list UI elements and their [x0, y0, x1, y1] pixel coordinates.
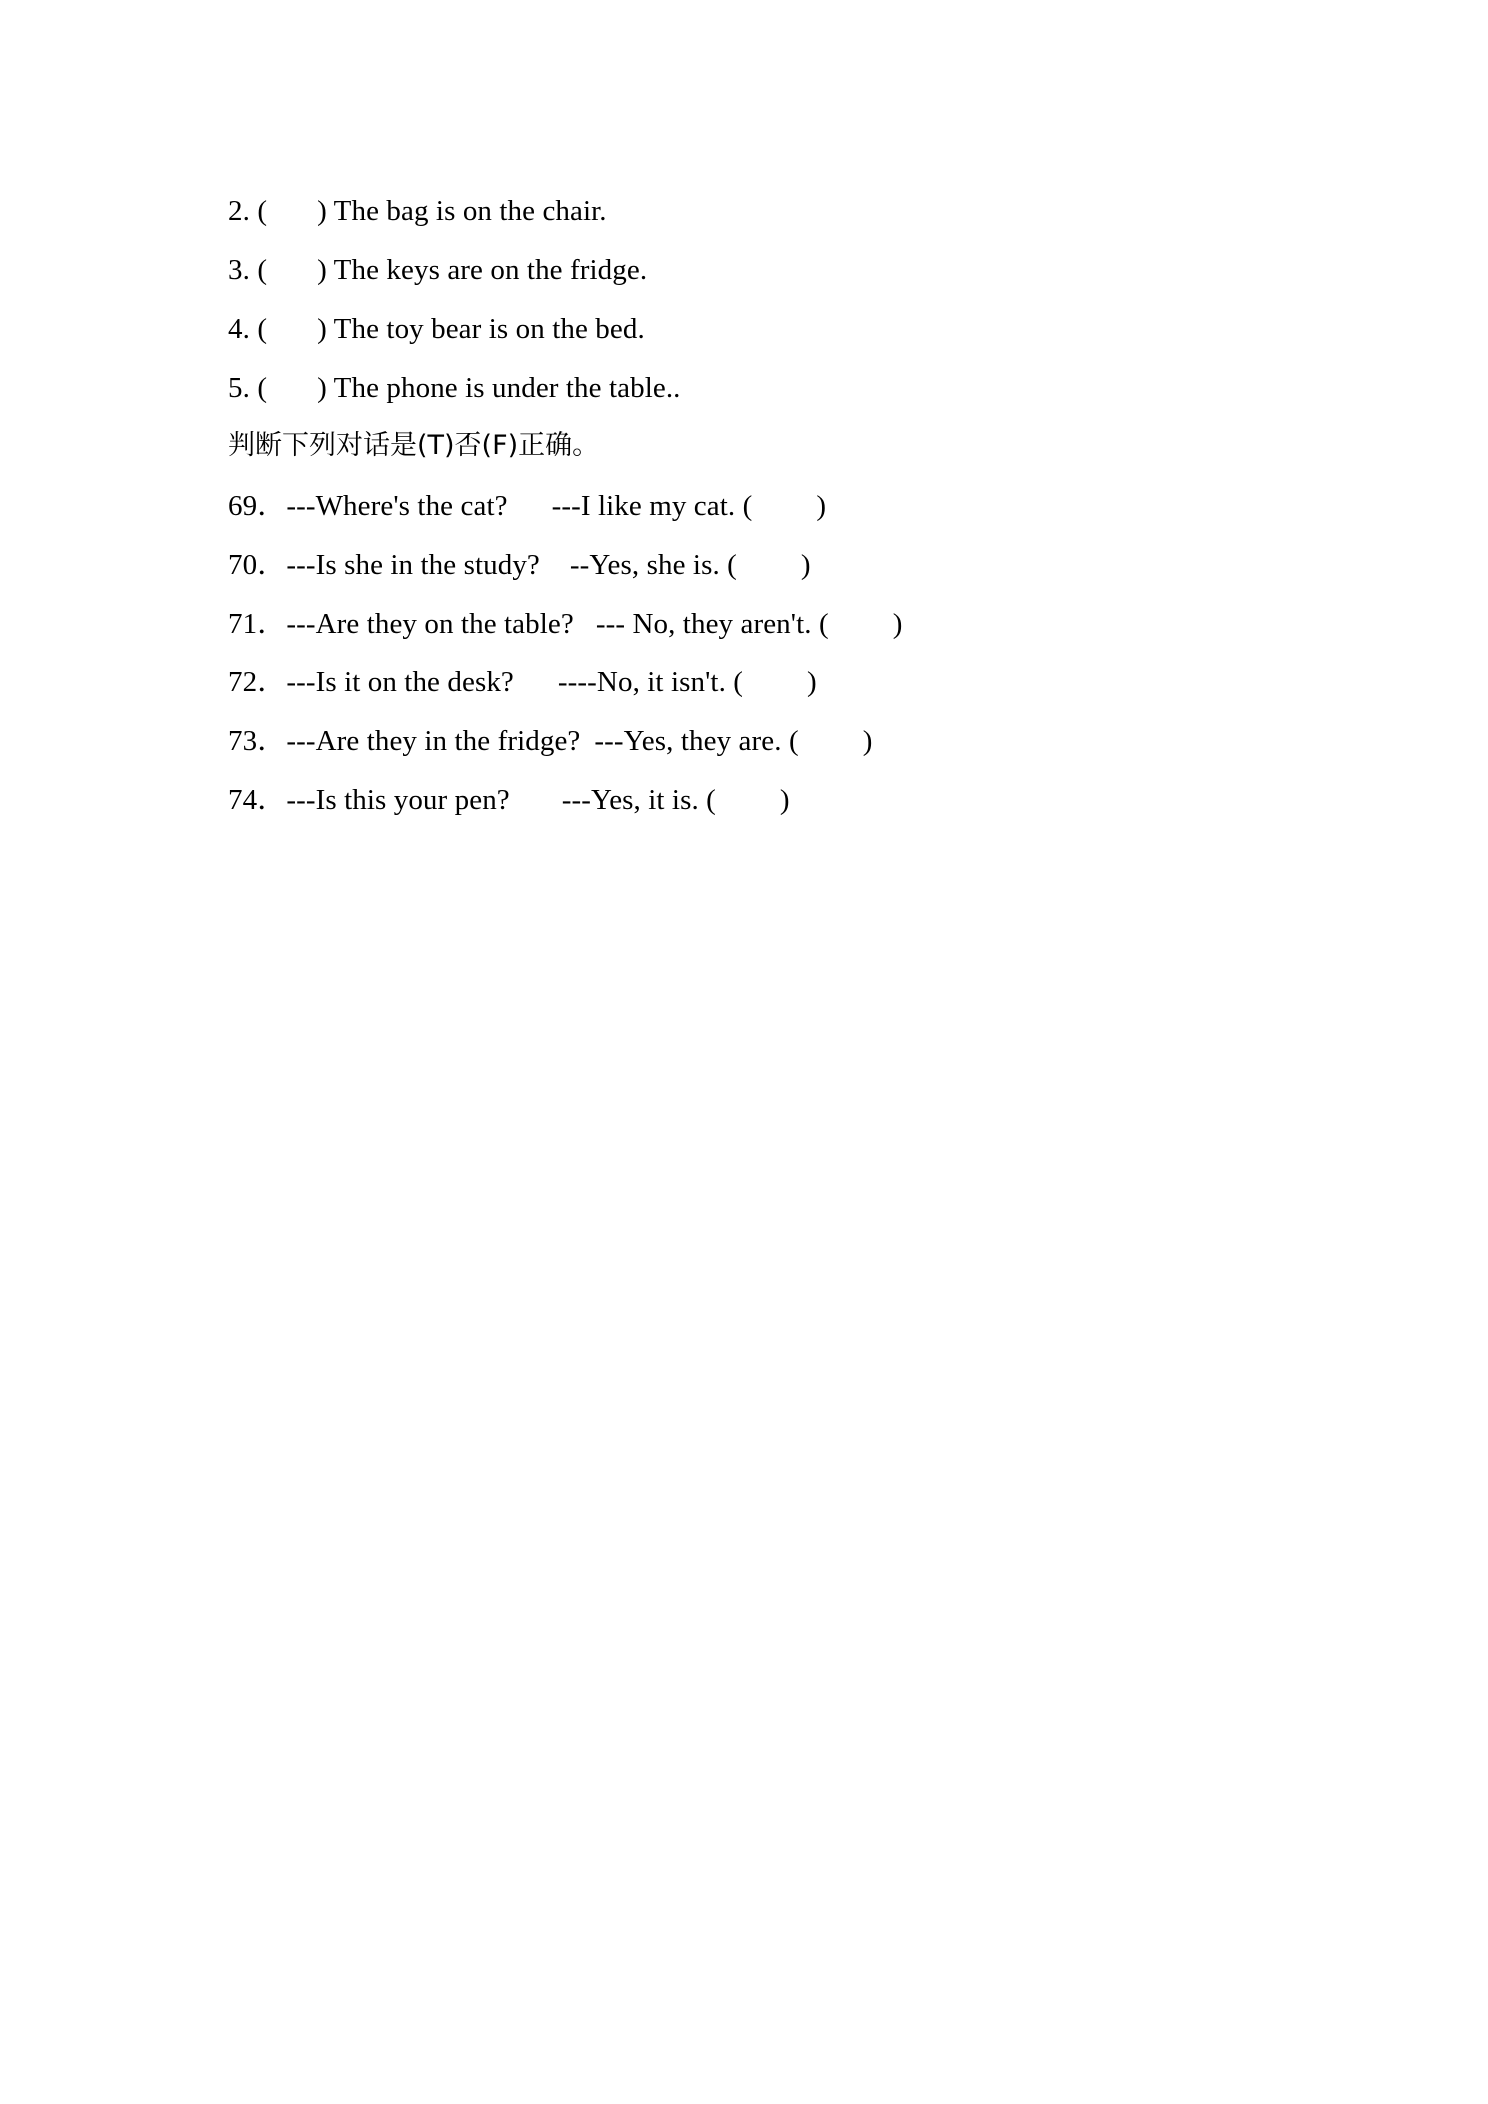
item-number: 3.	[228, 254, 250, 286]
answer-bracket-close: )	[317, 313, 327, 345]
dialogue-answer: ----No, it isn't. (	[557, 666, 744, 698]
dialogue-item-69	[228, 489, 826, 523]
item-number: 71．	[228, 608, 287, 640]
item-number: 74．	[228, 784, 287, 816]
dialogue-item-72	[228, 665, 817, 699]
dialogue-item-73	[228, 724, 872, 758]
dialogue-question: ---Is she in the study?	[286, 549, 540, 581]
item-number: 70．	[228, 549, 287, 581]
statement-item-5	[228, 371, 681, 405]
answer-bracket-close: )	[862, 725, 873, 757]
answer-bracket-close: )	[317, 195, 327, 227]
answer-bracket-open: (	[257, 254, 268, 286]
dialogue-answer: --- No, they aren't. (	[595, 608, 829, 640]
answer-bracket-close: )	[807, 666, 817, 698]
item-number: 72．	[228, 666, 287, 698]
item-number: 4.	[228, 313, 250, 345]
statement-text: The keys are on the fridge.	[333, 254, 648, 286]
dialogue-question: ---Is this your pen?	[286, 784, 510, 816]
statement-text: The phone is under the table..	[333, 372, 681, 404]
answer-bracket-close: )	[317, 254, 327, 286]
statement-text: The bag is on the chair.	[333, 195, 607, 227]
dialogue-answer: ---I like my cat. (	[551, 490, 753, 522]
answer-bracket-close: )	[800, 549, 811, 581]
answer-bracket-close: )	[779, 784, 790, 816]
item-number: 69．	[228, 490, 287, 522]
dialogue-item-71	[228, 607, 903, 641]
statement-text: The toy bear is on the bed.	[333, 313, 645, 345]
statement-item-2	[228, 194, 607, 228]
answer-bracket-close: )	[816, 490, 827, 522]
dialogue-answer: ---Yes, it is. (	[561, 784, 716, 816]
dialogue-question: ---Are they on the table?	[286, 608, 574, 640]
answer-bracket-open: (	[257, 195, 268, 227]
dialogue-question: ---Where's the cat?	[286, 490, 508, 522]
dialogue-question: ---Is it on the desk?	[286, 666, 514, 698]
dialogue-item-70	[228, 548, 811, 582]
item-number: 2.	[228, 195, 250, 227]
item-number: 5.	[228, 372, 250, 404]
answer-bracket-close: )	[317, 372, 327, 404]
dialogue-answer: --Yes, she is. (	[569, 549, 737, 581]
statement-item-3	[228, 253, 647, 287]
answer-bracket-close: )	[892, 608, 903, 640]
dialogue-question: ---Are they in the fridge?	[286, 725, 581, 757]
item-number: 73．	[228, 725, 287, 757]
statement-item-4	[228, 312, 645, 346]
answer-bracket-open: (	[257, 313, 268, 345]
answer-bracket-open: (	[257, 372, 268, 404]
dialogue-answer: ---Yes, they are. (	[594, 725, 799, 757]
dialogue-item-74	[228, 783, 790, 817]
section-instruction: 判断下列对话是(T)否(F)正确。	[228, 430, 600, 461]
